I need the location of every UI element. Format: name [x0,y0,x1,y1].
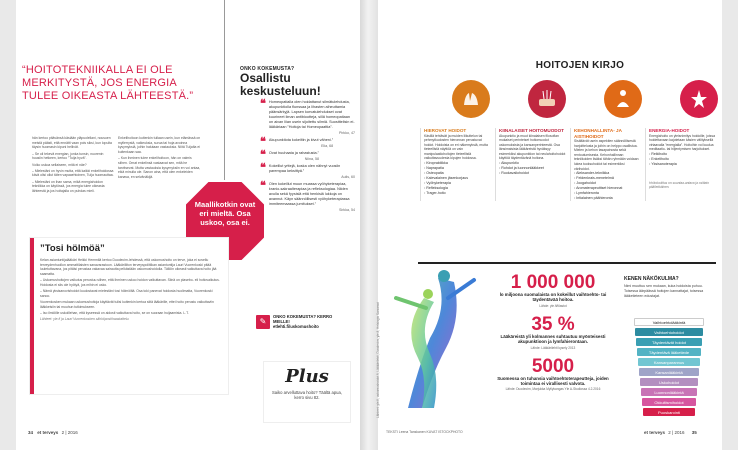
viewpoint-text: Nimi muuttuu sen mukaan, kuka hoidoista puhuu. Toisessa äärpäässä hoitojen kannattajat, toisessa lääketieteen edustajat. [624,284,704,298]
body-paragraph: – Kun ihminen tulee enkelihoitoon, hän on valmis siihen. Omat enkelinsä vastaavat sen, mitä he tarvitsevat. Mutta vastauksia kysymyksiin en voi antaa, eikä minulla ole. Sanon aina, että olen enkeleiden kanava, en selvänäkijä. [118,156,201,180]
list-item: • Vyöhyketerapia [424,181,491,186]
plus-box[interactable] [264,362,350,422]
viewpoint-pill: Kansanlääkintä [639,368,699,376]
stat-source: Lähde: yle.fi/tilastot [539,303,567,308]
article-credit: TEKSTI Leena Tanskanen KUVAT ISTOCKPHOTO [386,430,463,434]
stop-sign-text: Maallikotkin ovat eri mieltä. Osa uskoo, osa ei. [194,200,256,227]
energy-hands-icon [680,80,718,118]
stat-block [494,313,612,350]
viewpoint-scale [624,318,714,422]
quote-text: Akupunktiota kokeiltin ja kivut väheni.” [268,138,334,142]
viewpoint-pill: Luonnonlääkintä [641,388,697,396]
side-credit: Lähteet: yle.fi, uskomushoidot.fi, Lääkärilehti, Duodecim, yle.fi, Helsingin Sanomat [376,302,380,418]
category-title: HIEROVAT HOIDOT [424,128,467,133]
list-item: • Aleksander-tekniikka [574,171,641,176]
category-description: Sisältävät usein aspektien säännöllisestä harjoittelusta ja joihin on helppo osallistua. Mielen ja kehon tasapainosta sekä rentoutumisesta. Kehonhallinnan tekniikoiden lisäksi tähän ryhmään voidaan lukea tuoksuhoidot tai esimerkiksi värihoidot. [574,139,639,171]
quote-mark-icon: ❝ [260,98,266,110]
infographic-title: HOITOJEN KIRJO [535,60,625,71]
stat-block [494,355,612,392]
page-number: 35 [691,430,697,435]
right-page [378,0,722,450]
left-page [16,0,360,450]
reader-quote [260,151,355,161]
list-item: • Kiropraktiikka [424,161,491,166]
body-paragraph: – Mielestäni on ihan sama, mikä energiahoidon tekniikka on käytössä, jos energia tulee oikeasta lähteestä ja jos hoitajalla on puhdas mieli. [32,179,105,194]
list-item: • Ruokavaliohoidot [499,171,566,176]
sidebar-paragraph: – Nämä yksisanovishoidot kuulostavat mielestäni tosi hölmöiltä. Osa toki panevat hoidosta huolimatta, Vuorenkoski sanoo. [40,289,213,298]
hands-icon [452,80,490,118]
category-columns [420,128,718,201]
quote-mark-icon: ❝ [260,180,266,192]
body-paragraph: hän kertoo pitävänsä käsiään yläpuolellani, nousuen meistä päästi, että ennätti vaan pois siksi, kun lopulta täysin huomasin kipuni hellivät. [32,136,112,150]
list-item: • Naprapatia [424,166,491,171]
classification-note: Hoitoluokitus on suuntaa-antava ja osittain päällekkäinen. [649,180,709,189]
dancing-figures-icon [378,268,490,418]
list-item: • Joogahoidot [574,181,641,186]
category-title: KIINALAISET HOITOMUODOT [499,128,564,133]
category-description: Energiahoito on yleisnimitys hoidoille, joissa hoidettavaan kajotetaan käsien välityksellä virtaavalla ”energialla”. Hoitoihin voi kuulua meditaatio- tai hiljentymisen harjoitukset. [649,133,715,152]
category-description: Käsillä tehtävät ja muiden liikuttelun tai pehmytkudosten hieronnan perustuvat hoidot. Hoidoista on eri näkemyksiä, mutta tieteellistä näyttöä on vain manipulaatiohoitojen tieteellistä vaikuttavuudesta kipujen hoidossa. [424,133,488,161]
stat-text: Lääkäreistä yli kolmannes suhtautuu myönteisesti akupunktioon ja lymfahierontaan. [500,333,606,345]
cta-text[interactable]: ONKO KOKEMUSTA? KERRO MEILLE! etlehti.fi/uskomushoito [273,314,333,329]
viewpoint-pill: Täydentävät hoidot [636,338,702,346]
list-item: • Aromaterapeuttiset hieronnat [574,186,641,191]
section-divider [418,262,716,264]
body-column-2 [118,136,202,181]
list-item: • Enkelihoito [649,157,716,162]
discussion-panel [240,66,350,98]
quote-text: Ovat huuhaata ja rahastusta.” [268,151,319,155]
viewpoint-pill: Kansanparannus [638,358,700,366]
quote-text: Kokeillut yrttejä, koska olen nähnyt vuosiin parempaa keksittyä.” [268,164,341,173]
reader-quotes [260,100,355,212]
stat-text: Suomessa on tuhansia vaihtoehtoterapeutteja, joiden toimintaa ei virallisesti valvota. [497,375,609,387]
body-paragraph: Voiko uskoa sellaiseen, mitä ei näe? [32,162,87,167]
page-number: 34 [28,430,34,435]
magazine-name: et terveys [644,430,666,435]
quote-source: Niina, 58 [304,157,319,161]
hanging-string [224,0,225,185]
stat-number: 35 % [531,313,575,335]
category-description: Akupunktio ja muut kiinalaisen filosofian mukaiset perinteiset hoitomuodot uskomuksista ja kansanperinteestä. Osa länsimaisista lääkäreistä hyväksyy esimerkiksi akupunktion tai neulahoitohoidot käyttöä täydentävänä hoitona. [499,133,566,161]
sidebar-title: ”Tosi hölmöä” [40,243,105,254]
category-list [649,152,716,167]
body-column-1 [32,136,114,195]
body-paragraph: Enkelihoitoon kuitenkin tullaan usein, kun elämässä on myllerrystä, vaikeuksia, surua tai hoja avoinna kysymyksiä, joihin halutaan vastauksia. Niitä Tuijalta ei kuitenkaan saa. [118,136,201,155]
figures-illustration [378,268,490,418]
list-item: • Feldenkrais-menetelmä [574,176,641,181]
reader-quote [260,138,355,148]
sidebar-paragraph: – Iso ilmiöille uskoillehan, että kyseessä on aidosti vaikuttava hoito, se on suoraan huijaamista. L.T. [40,311,189,316]
viewpoint-pill: Vaihtoehtohoidot [635,328,703,336]
list-item: • Reikihoito [649,152,716,157]
issue-number: 2 | 2016 [61,430,78,435]
list-item: • Rohdot ja luonnonlääkkeet [499,166,566,171]
category-column [495,128,566,201]
stat-source: Lähde: Lääkärilehti kysely 2013 [530,345,576,350]
stat-text: lo miljoona suomalaista on kokeillut vaihtoehto- tai täydentävää hoitoa. [499,292,607,303]
reader-quote [260,182,355,212]
meditation-icon [604,80,642,118]
issue-number: 2 | 2016 [668,430,685,435]
viewpoint-title: KENEN NÄKÖKULMA? [624,276,679,282]
viewpoint-pill: Täydentävä lääketiede [637,348,701,356]
category-column [645,128,716,201]
viewpoint-pill: Puoskarointi [643,408,695,416]
left-footer [28,430,78,435]
sidebar-paragraph: – Uskomushoitojen vaikutus perustuu siihen, että ihminen uskoo hoidon vaikuttavan. Siinä on plasebo- eli hoitovaikutus. Hoidosta ei siis ole hyötyä, jos mihin ei usko. [40,278,220,288]
category-list [499,161,566,176]
reader-quote [260,100,355,135]
discussion-title: Osallistu keskusteluun! [240,71,321,98]
category-list [424,161,491,196]
body-paragraph: – Se oli tekevä energian, jonka tunsin, nuorenin huusiin hetkeen, kertoo ”Tuija hyvä”. [32,151,104,161]
viewpoint-pill: Okkultismihoidot [642,398,696,406]
stat-block [494,274,612,308]
statistics [494,274,612,391]
stat-source: Lähde: Duodecim, Marjukka Myllykangas Yle A-Studiossa 4.2.2016 [505,387,601,392]
list-item: • Yksisanoterapia [649,162,716,167]
body-paragraph: – Mielestäni on hyvin mutta, että kaikki enkelihoidossa kävä olisi ollut täten vapaaehtoinen, Tuija huomauttaa. [32,168,114,178]
category-title: ENERGIA-HOIDOT [649,128,690,133]
list-item: • Trager-hoito [424,191,491,196]
list-item: • Osteopatia [424,171,491,176]
quote-source: Elia, 68 [321,144,334,148]
sidebar-box-holmo [30,238,228,394]
stat-number: 5000 [531,355,575,377]
quote-source: Aulis, 60 [341,175,355,179]
viewpoint-panel [624,276,714,298]
list-item: • Intialainen päähieronta [574,196,641,201]
discussion-kicker: ONKO KOKEMUSTA? [240,66,295,72]
sidebar-paragraph: Vuorenkosken mukaan uskomushoitoja käyttävät tulisi kuitenkin kertoa siitä lääkärille, ettei hoito perustu vaikuttaviin lääkkeisiin tai muuhun tutkimukseen. [40,300,214,309]
quote-text: Olen kokeillut muun muassa vyöhyketerapiaa, kranio-sakraalterapiaa ja refleksologiaa. Niiden avulla sekä fyysisiä että henkisiä lukkoja on avannut. Käyn säännöllisesti vyöhyketerapiassa immiteemaassa jumitukset.” [268,182,350,206]
category-title: KEHONHALLINTA- JA AISTIHOIDOT [574,128,622,139]
list-item: • Refleksologia [424,186,491,191]
quote-mark-icon: ❝ [260,149,266,161]
category-column [570,128,641,201]
right-footer [644,430,697,435]
list-item: • Lymfahieronta [574,191,641,196]
viewpoint-pill: Vaihtoehtolääkintä [634,318,704,326]
chat-icon: ✎ [256,315,270,329]
reader-quote [260,164,355,179]
pull-quote: “HOITOTEKNIIKALLA EI OLE MERKITYSTÄ, JOS ENERGIA TULEE OIKEASTA LÄHTEESTÄ.” [22,64,194,102]
sidebar-source: Lähteet: yle.fi ja Lauri Vuorenkosken sähköpostihaastattelu. [40,317,130,322]
stat-number: 1 000 000 [510,272,596,293]
category-list [574,171,641,201]
needles-icon [528,80,566,118]
sidebar-body [40,258,222,322]
magazine-name: et terveys [37,430,59,435]
viewpoint-pill: Uskohoidot [640,378,698,386]
category-icons [452,80,718,122]
quote-source: Pirkko, 47 [339,131,355,135]
quote-mark-icon: ❝ [260,162,266,174]
quote-text: Homeopatialla olen hoidattanut silmätulehdusta, akupunktiolla flunssaa ja lihasten aiheuttamia päänsärkyjä. Lapsen korvatulehdukset ovat kuurineet ilman antibiootteja, sillä homeopatiaan on aivan liian usein sijoitettu silmiä. Suosittelisin ei-lääkäriaan ”Hoitoja tai Homeopaattia”. [268,100,355,129]
list-item: • Akupunktio [499,161,566,166]
quote-mark-icon: ❝ [260,136,266,148]
category-column [420,128,491,201]
plus-title: Plus [285,366,329,387]
plus-text: Saiko arvelluttava hoito? Täältä apua, kerro sivu 82. [272,390,342,401]
quote-source: Sirkka, 54 [339,208,355,212]
sidebar-paragraph: Kelan asiantuntijalääkäri Heikki Hemmilä kertoo Duodecim-lehdessä, että uskomushoito on terve, joka ei sovellu terveydenhuollon ammattilaisten sanavarastoon. Lääkäriliiton terveyspolitiikan asiantuntija Lauri Vuorenkoski pitää luuletuttavana, jos pitäisi perustaa vakavaa sairautta pelkästään uskomushoidolla. Tällöin oikeasti vaikuttava hoito jää saamatta. [40,258,217,277]
list-item: • Kalevalainen jäsenkorjaus [424,176,491,181]
cta-block[interactable] [256,314,346,329]
